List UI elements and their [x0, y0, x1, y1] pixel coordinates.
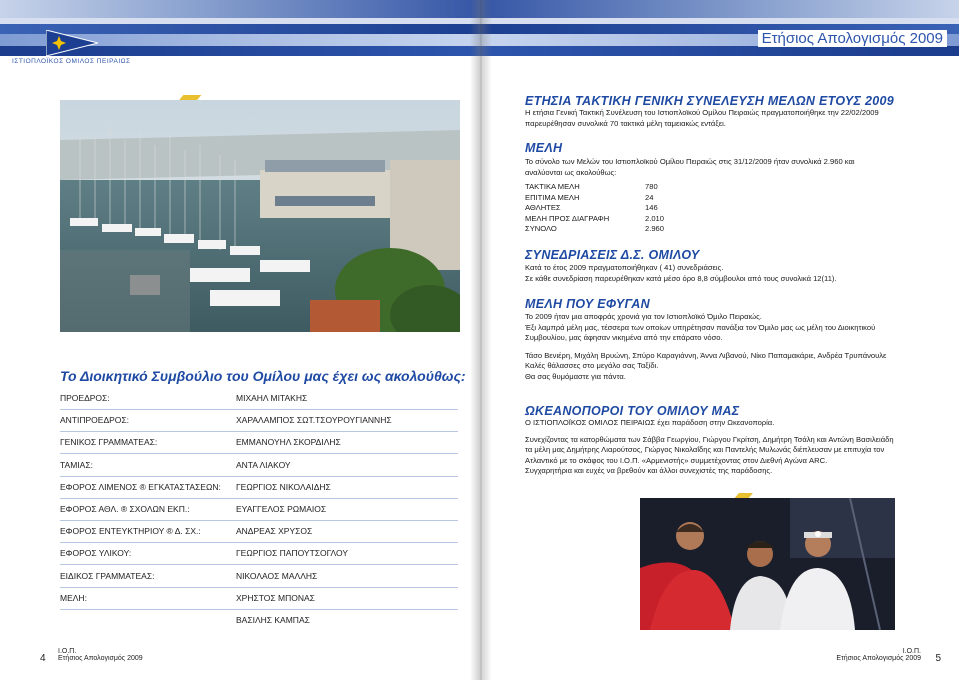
- stat-label: ΜΕΛΗ ΠΡΟΣ ΔΙΑΓΡΑΦΗ: [525, 213, 610, 223]
- board-role: ΕΙΔΙΚΟΣ ΓΡΑΜΜΑΤΕΑΣ:: [60, 570, 155, 581]
- stat-label: ΣΥΝΟΛΟ: [525, 224, 557, 234]
- stat-value: 24: [645, 192, 654, 202]
- board-member-name: ΝΙΚΟΛΑΟΣ ΜΑΛΛΗΣ: [236, 570, 318, 581]
- footer-title: Ετήσιος Απολογισμός 2009: [58, 655, 143, 662]
- page-number: 5: [935, 653, 941, 664]
- board-role: ΑΝΤΙΠΡΟΕΔΡΟΣ:: [60, 415, 130, 426]
- board-row: [60, 593, 460, 607]
- footer-org: Ι.Ο.Π.: [902, 648, 921, 655]
- ocean-line: Συγχαρητήρια και ευχές να βρεθούν και άλλοι συνεχιστές της παράδοσης.: [525, 466, 773, 476]
- book-spine-shadow: [470, 0, 492, 680]
- board-role: ΕΦΟΡΟΣ ΛΙΜΕΝΟΣ ® ΕΓΚΑΤΑΣΤΑΣΕΩΝ:: [60, 481, 221, 492]
- board-member-name: ΓΕΩΡΓΙΟΣ ΝΙΚΟΛΑΙΔΗΣ: [236, 481, 331, 492]
- footer-org: Ι.Ο.Π.: [58, 648, 77, 655]
- members-stats: [525, 182, 725, 235]
- board-divider: [60, 564, 458, 565]
- meetings-title: ΣΥΝΕΔΡΙΑΣΕΙΣ Δ.Σ. ΟΜΙΛΟΥ: [525, 248, 700, 262]
- board-member-name: ΓΕΩΡΓΙΟΣ ΠΑΠΟΥΤΣΟΓΛΟΥ: [236, 548, 349, 559]
- departed-line: Συμβουλίου, μας άφησαν νικημένα από την επάρατο νόσο.: [525, 333, 723, 343]
- stat-value: 2.010: [645, 213, 665, 223]
- departed-line: Θα σας θυμόμαστε για πάντα.: [525, 371, 626, 381]
- board-role: ΠΡΟΕΔΡΟΣ:: [60, 393, 110, 403]
- stat-value: 2.960: [645, 224, 665, 234]
- departed-title: ΜΕΛΗ ΠΟΥ ΕΦΥΓΑΝ: [525, 297, 650, 311]
- members-title: ΜΕΛΗ: [525, 141, 563, 155]
- board-row: [60, 460, 460, 474]
- board-member-name: ΑΝΔΡΕΑΣ ΧΡΥΣΟΣ: [236, 526, 313, 537]
- assembly-line: παρευρέθησαν συνολικά 70 τακτικά μέλη ταμειακώς εντάξει.: [525, 118, 726, 128]
- stat-value: 146: [645, 203, 658, 213]
- board-member-name: ΜΙΧΑΗΛ ΜΙΤΑΚΗΣ: [236, 393, 308, 403]
- meetings-text: [525, 263, 935, 284]
- meetings-line: Σε κάθε συνεδρίαση παρευρέθηκαν κατά μέσο όρο 8,8 σύμβουλοι από τους συνολικά 12(11).: [525, 273, 837, 283]
- ocean-line: Ατλαντικό με το σκάφος του Ι.Ο.Π. «Αρμενιστής» συμμετέχοντας στον Διεθνή Αγώνα ARC.: [525, 455, 828, 465]
- board-divider: [60, 453, 458, 454]
- ocean-line: Συνεχίζοντας τα κατορθώματα των Σάββα Γεωργίου, Γιώργου Γκρίτση, Δημήτρη Τσάλη και Αντώνη Βασιλειάδη: [525, 434, 894, 444]
- departed-line: Έξι λαμπρά μέλη μας, τέσσερα των οποίων υπηρέτησαν πανάξια τον Όμιλο μας ως μέλη του Διοικητικού: [525, 322, 876, 332]
- board-row: [60, 482, 460, 496]
- departed-line: Καλές θάλασσες στο μεγάλο σας Ταξίδι.: [525, 361, 659, 371]
- board-member-name: ΕΜΜΑΝΟΥΗΛ ΣΚΟΡΔΙΛΗΣ: [236, 437, 341, 448]
- board-divider: [60, 409, 458, 410]
- assembly-text: [525, 108, 935, 129]
- board-member-name: ΑΝΤΑ ΛΙΑΚΟΥ: [236, 459, 291, 470]
- members-line: αναλύονται ως ακολούθως:: [525, 167, 617, 177]
- stat-value: 780: [645, 182, 658, 191]
- page-number: 4: [40, 653, 46, 664]
- stat-row: [525, 224, 725, 235]
- departed-line: Τάσο Βενιέρη, Μιχάλη Βρυώνη, Σπύρο Καραγιάννη, Άννα Λιβανού, Νίκο Παπαμακάριε, Ανδρέα Τρυπάνουλε: [525, 350, 887, 360]
- marina-photo: [60, 100, 460, 332]
- board-divider: [60, 542, 458, 543]
- board-role: ΓΕΝΙΚΟΣ ΓΡΑΜΜΑΤΕΑΣ:: [60, 437, 158, 448]
- stat-label: ΕΠΙΤΙΜΑ ΜΕΛΗ: [525, 192, 580, 202]
- footer-right: [836, 648, 921, 662]
- board-row: [60, 548, 460, 562]
- board-role: ΜΕΛΗ:: [60, 592, 87, 603]
- board-member-name: ΧΡΗΣΤΟΣ ΜΠΟΝΑΣ: [236, 592, 315, 603]
- stat-row: [525, 182, 725, 193]
- document-title: Ετήσιος Απολογισμός 2009: [758, 30, 947, 47]
- board-role: ΕΦΟΡΟΣ ΑΘΛ. ® ΣΧΟΛΩΝ ΕΚΠ.:: [60, 504, 190, 514]
- board-role: ΕΦΟΡΟΣ ΕΝΤΕΥΚΤΗΡΙΟΥ ® Δ. ΣΧ.:: [60, 526, 201, 537]
- stat-row: [525, 214, 725, 225]
- board-divider: [60, 476, 458, 477]
- board-row: [60, 526, 460, 540]
- board-divider: [60, 498, 458, 499]
- board-divider: [60, 587, 458, 588]
- board-row: [60, 615, 460, 629]
- club-name: ΙΣΤΙΟΠΛΟΪΚΟΣ ΟΜΙΛΟΣ ΠΕΙΡΑΙΩΣ: [12, 58, 131, 65]
- footer-title: Ετήσιος Απολογισμός 2009: [836, 655, 921, 662]
- board-divider: [60, 431, 458, 432]
- departed-text: [525, 312, 935, 383]
- board-member-name: ΧΑΡΑΛΑΜΠΟΣ ΣΩΤ.ΤΣΟΥΡΟΥΓΙΑΝΝΗΣ: [236, 415, 392, 426]
- board-member-name: ΒΑΣΙΛΗΣ ΚΑΜΠΑΣ: [236, 615, 310, 625]
- ocean-line: τα μέλη μας Δημήτρης Λιαρούτσος, Γιώργος Νικολαΐδης και Παντελής Μυλωνάς διέπλευσαν με επιτυχία τον: [525, 445, 885, 455]
- stat-row: [525, 193, 725, 204]
- ocean-line: Ο ΙΣΤΙΟΠΛΟΪΚΟΣ ΟΜΙΛΟΣ ΠΕΙΡΑΙΩΣ έχει παράδοση στην Ωκεανοπορία.: [525, 418, 775, 427]
- board-role: ΤΑΜΙΑΣ:: [60, 459, 93, 470]
- sailors-photo: [640, 498, 895, 630]
- ocean-text: [525, 418, 935, 477]
- header-stripes: [480, 0, 959, 56]
- assembly-title: ΕΤΗΣΙΑ ΤΑΚΤΙΚΗ ΓΕΝΙΚΗ ΣΥΝΕΛΕΥΣΗ ΜΕΛΩΝ ΕΤΟΥΣ 2009: [525, 94, 894, 108]
- meetings-line: Κατά το έτος 2009 πραγματοποιήθηκαν ( 41) συνεδριάσεις.: [525, 263, 724, 272]
- assembly-line: Η ετήσια Γενική Τακτική Συνέλευση του Ιστιοπλοϊκού Ομίλου Πειραιώς πραγματοποιήθηκε την 22/02/2009: [525, 108, 879, 117]
- members-line: Το σύνολο των Μελών του Ιστιοπλοϊκού Ομίλου Πειραιώς στις 31/12/2009 ήταν συνολικά 2.960 και: [525, 157, 855, 166]
- board-role: ΕΦΟΡΟΣ ΥΛΙΚΟΥ:: [60, 548, 132, 559]
- board-member-name: ΕΥΑΓΓΕΛΟΣ ΡΩΜΑΙΟΣ: [236, 504, 327, 514]
- footer-left: [58, 648, 143, 662]
- board-row: [60, 415, 460, 429]
- members-text: [525, 157, 935, 178]
- stat-label: ΤΑΚΤΙΚΑ ΜΕΛΗ: [525, 182, 580, 191]
- board-row: [60, 504, 460, 518]
- board-row: [60, 571, 460, 585]
- stat-label: ΑΘΛΗΤΕΣ: [525, 203, 561, 213]
- board-row: [60, 393, 460, 407]
- board-divider: [60, 520, 458, 521]
- departed-line: Το 2009 ήταν μια αποφράς χρονιά για τον Ιστιοπλοϊκό Όμιλο Πειραιώς.: [525, 312, 762, 321]
- ocean-title: ΩΚΕΑΝΟΠΟΡΟΙ ΤΟΥ ΟΜΙΛΟΥ ΜΑΣ: [525, 404, 740, 418]
- board-heading: Το Διοικητικό Συμβούλιο του Ομίλου μας έχει ως ακολούθως:: [60, 368, 466, 384]
- board-divider: [60, 609, 458, 610]
- club-flag-logo: [46, 30, 98, 56]
- stat-row: [525, 203, 725, 214]
- board-row: [60, 437, 460, 451]
